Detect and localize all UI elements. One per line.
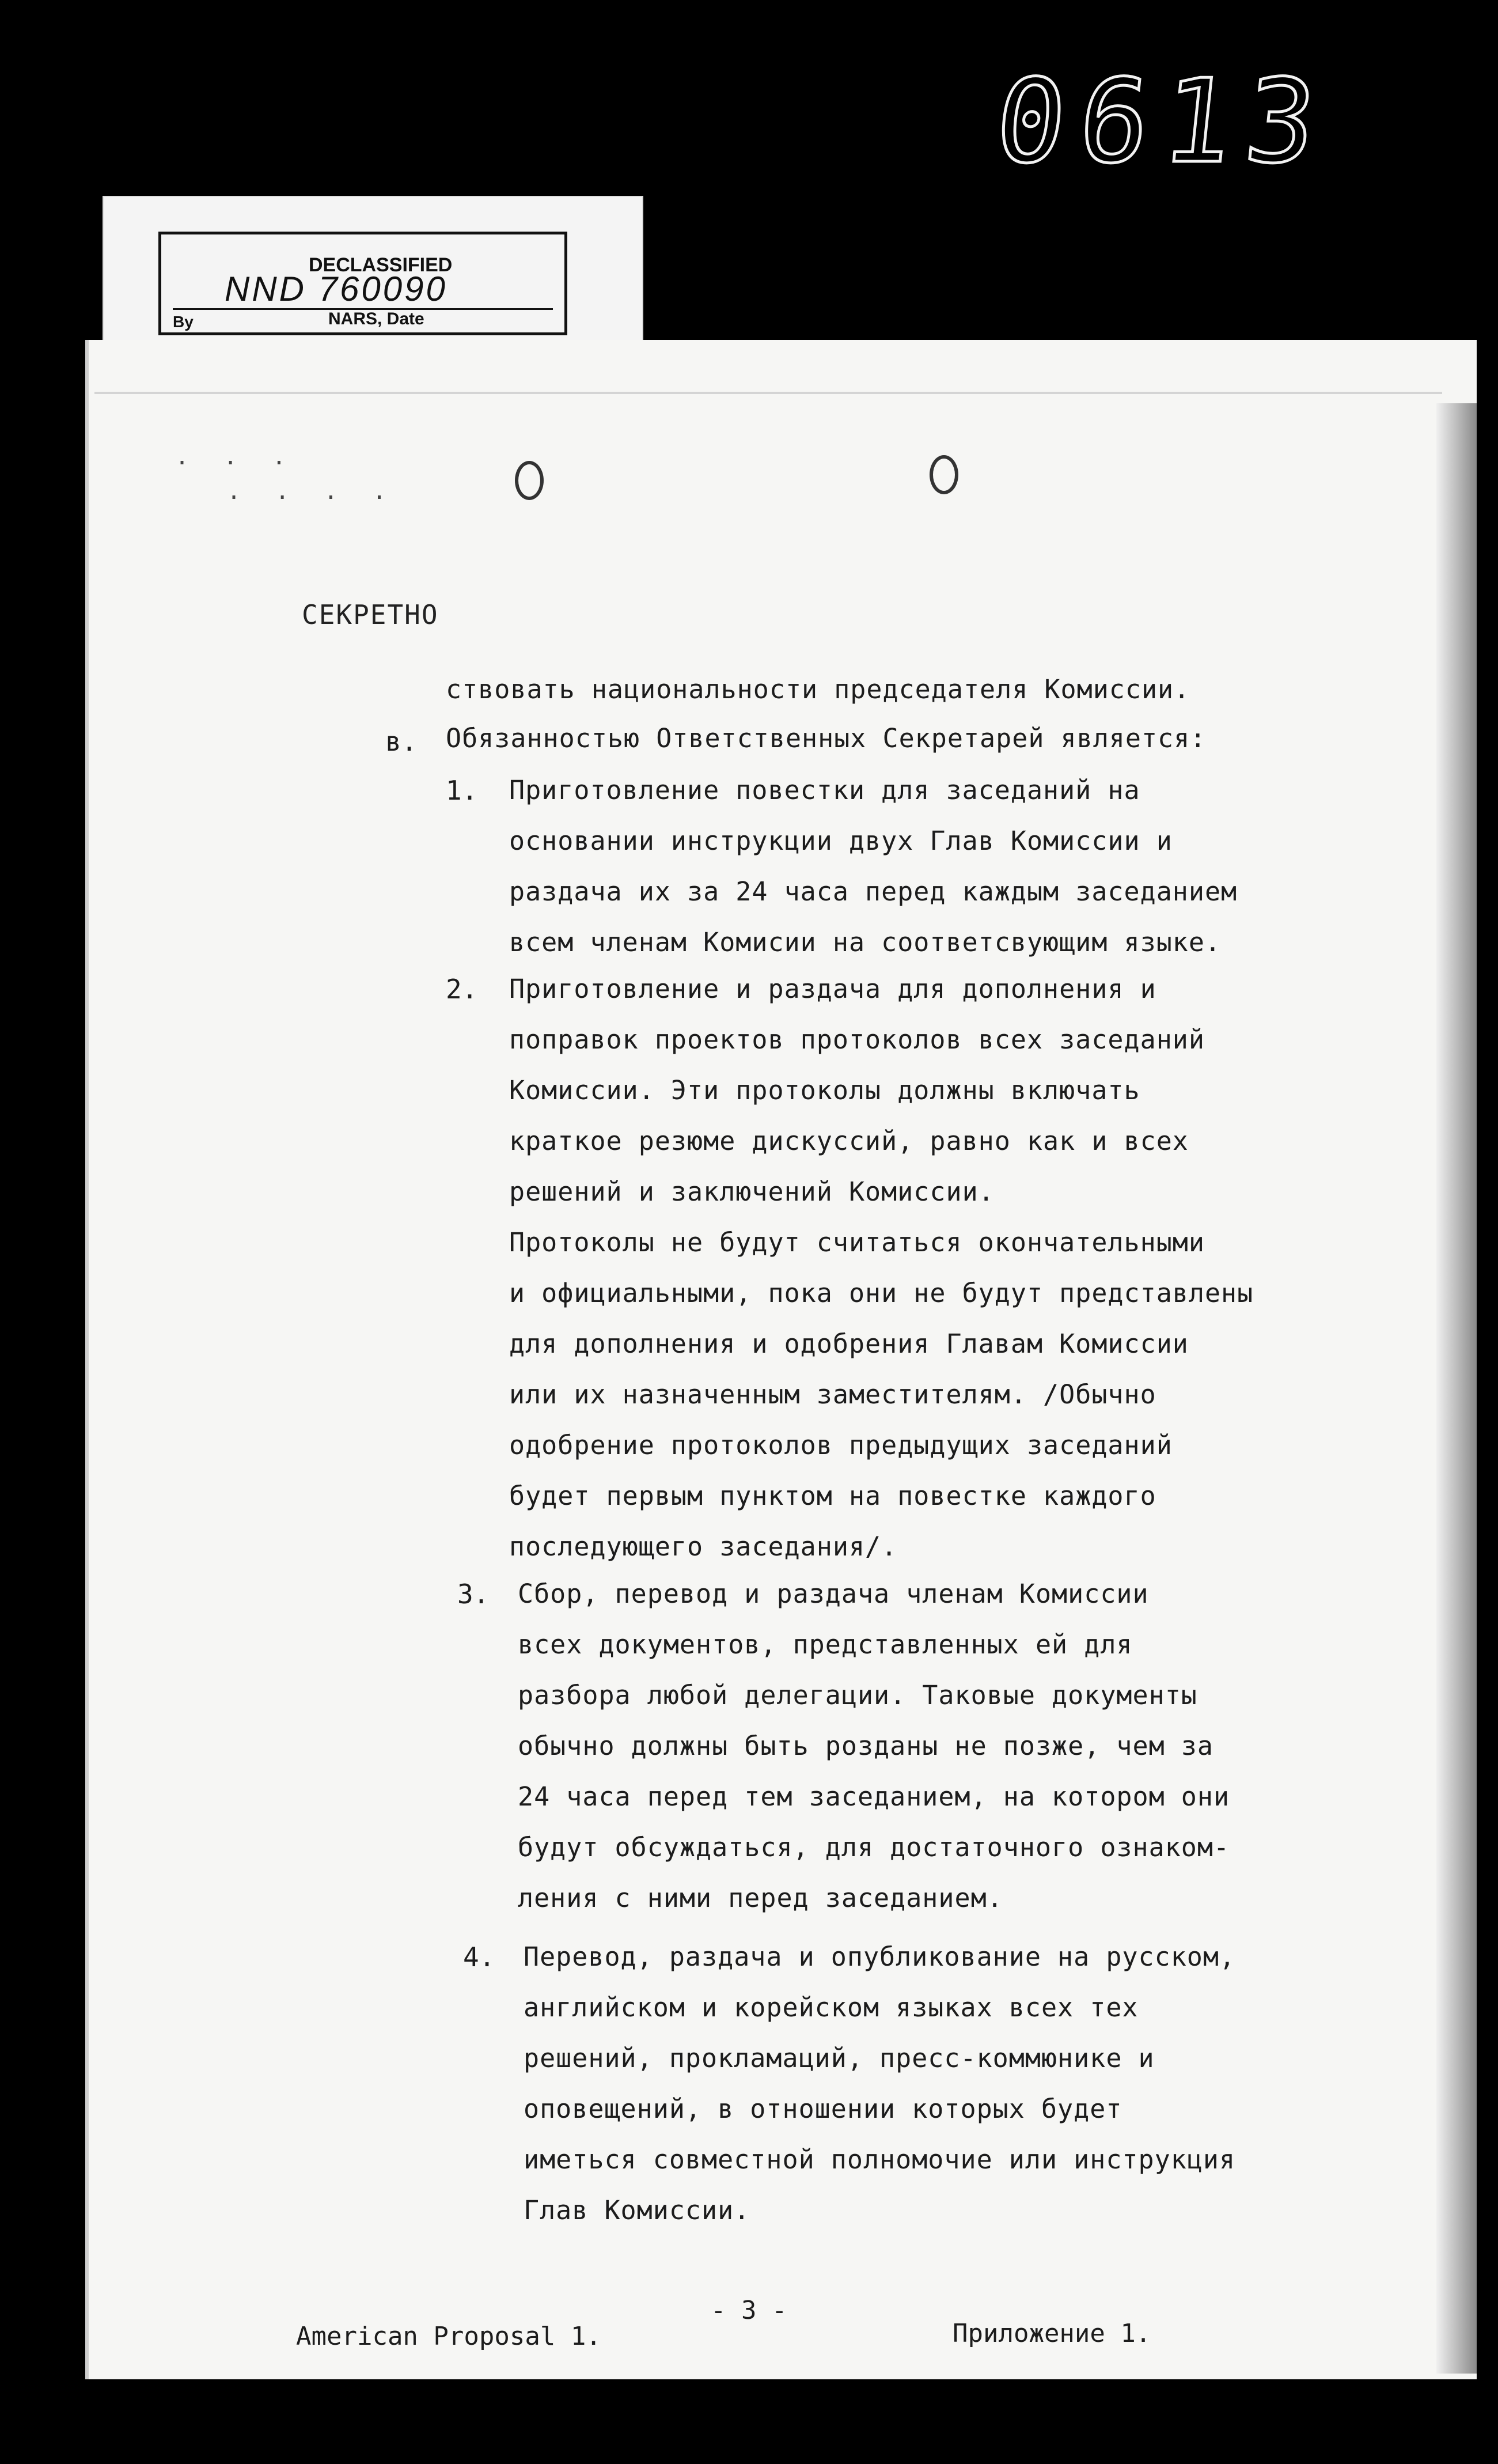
item-line: краткое резюме дискуссий, равно как и всех [509,1126,1189,1156]
item-line: решений, прокламаций, пресс-коммюнике и [524,2043,1155,2073]
item-line: Приготовление и раздача для дополнения и [509,974,1156,1004]
item-line: одобрение протоколов предыдущих заседаний [509,1430,1173,1460]
item-line: обычно должны быть розданы не позже, чем за [518,1731,1213,1761]
item-line: для дополнения и одобрения Главам Комиссии [509,1328,1189,1359]
item-line: поправок проектов протоколов всех заседаний [509,1024,1205,1055]
item-line: и официальными, пока они не будут представлены [509,1278,1254,1308]
classification-header: СЕКРЕТНО [302,599,439,630]
item-line: всем членам Комисии на соответсвующим языке. [509,927,1222,957]
item-line: Протоколы не будут считаться окончательными [509,1227,1205,1258]
stamp-rule-bottom [173,332,553,334]
section-b-text: Обязанностью Ответственных Секретарей является: [446,723,1207,754]
item-line: всех документов, представленных ей для [518,1629,1133,1660]
speck-marks: . . . [175,444,297,470]
item-line: Перевод, раздача и опубликование на русском, [524,1941,1236,1972]
item-line: раздача их за 24 часа перед каждым заседанием [509,876,1238,907]
item-line: основании инструкции двух Глав Комиссии и [509,826,1173,856]
intro-line: ствовать национальности председателя Комиссии. [446,674,1190,705]
item-marker: 3. [457,1579,490,1610]
item-marker: 4. [463,1941,495,1973]
stamp-by-label: By [173,313,194,331]
item-line: английском и корейском языках всех тех [524,1992,1139,2023]
item-line: Комиссии. Эти протоколы должны включать [509,1075,1140,1106]
page-top-rule [94,392,1442,394]
stamp-title: DECLASSIFIED [309,254,453,276]
item-marker: 1. [446,775,478,806]
item-line: последующего заседания/. [509,1531,898,1562]
page-edge-shadow [1436,403,1477,2374]
punch-hole-right [930,455,958,494]
stamp-box [158,232,567,335]
item-line: Приготовление повестки для заседаний на [509,775,1140,805]
item-line: иметься совместной полномочие или инструкция [524,2144,1236,2175]
item-line: будут обсуждаться, для достаточного ознаком- [518,1832,1230,1863]
footer-left: American Proposal 1. [296,2322,601,2351]
item-line: оповещений, в отношении которых будет [524,2094,1122,2124]
item-line: Глав Комиссии. [524,2195,750,2225]
item-line: или их назначенным заместителям. /Обычно [509,1379,1156,1410]
page-number: - 3 - [711,2296,787,2325]
stamp-authority: NND 760090 [225,270,447,308]
footer-right: Приложение 1. [953,2319,1151,2348]
item-line: 24 часа перед тем заседанием, на котором они [518,1781,1230,1812]
document-page [85,340,1477,2379]
item-line: будет первым пунктом на повестке каждого [509,1481,1156,1511]
stamp-nars-date-label: NARS, Date [328,309,424,328]
item-line: Сбор, перевод и раздача членам Комиссии [518,1579,1149,1609]
item-line: разбора любой делегации. Таковые документы [518,1680,1197,1710]
section-b-marker: в. [385,726,418,757]
speck-marks: . . . . [227,478,397,505]
item-marker: 2. [446,974,478,1005]
item-line: ления с ними перед заседанием. [518,1883,1003,1913]
punch-hole-left [515,461,544,500]
frame-number: 0613 [989,55,1336,189]
item-line: решений и заключений Комиссии. [509,1176,995,1207]
declassification-stamp [103,196,643,354]
